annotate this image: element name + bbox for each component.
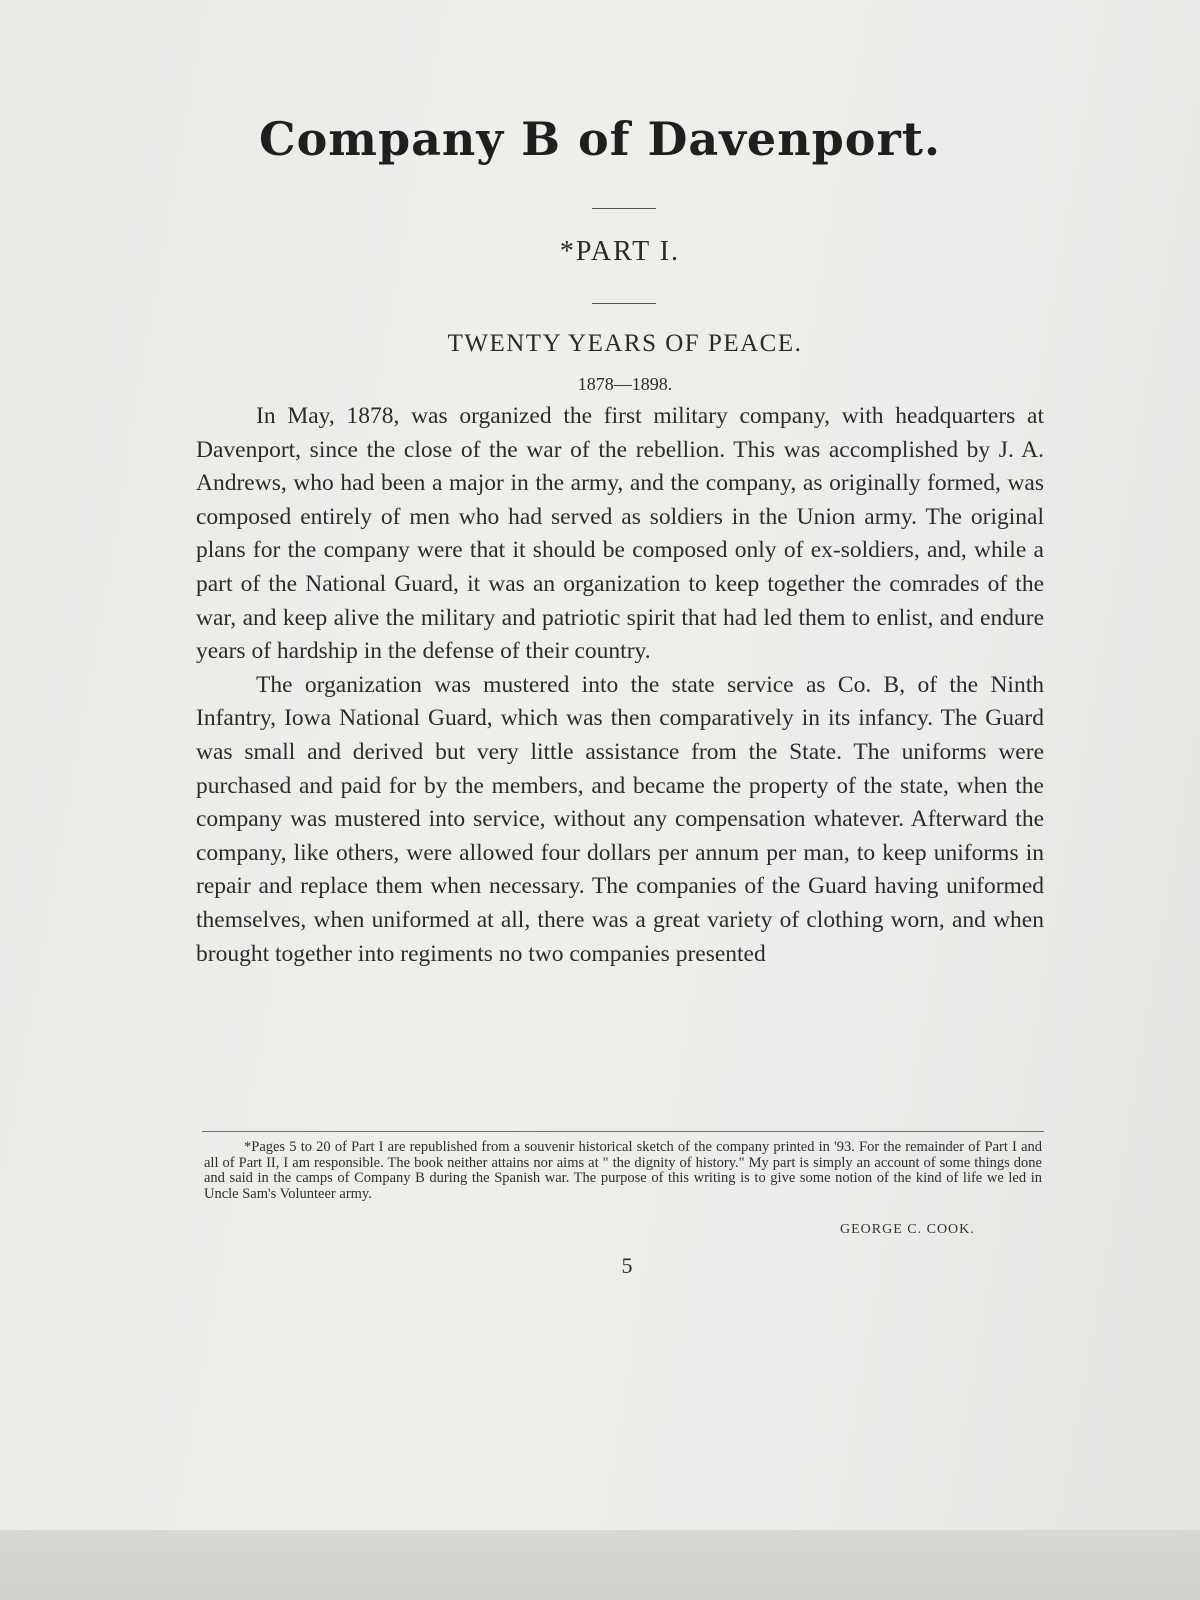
footnote-divider — [202, 1131, 1044, 1132]
section-title: TWENTY YEARS OF PEACE. — [447, 330, 803, 357]
part-heading: *PART I. — [559, 236, 681, 267]
paragraph-2: The organization was mustered into the state service as Co. B, of the Ninth Infantry, Iowa National Guard, which was then comparatively in its infancy. The Guard was small and derived but very little assistance from the State. The uniforms were purchased and paid for by the members, and became the property of the state, when the company was mustered into service, without any compensation whatever. Afterward the company, like others, were allowed four dollars per annum per man, to keep uniforms in repair and replace them when necessary. The companies of the Guard having uniformed themselves, when uniformed at all, there was a great variety of clothing worn, and when brought together into regiments no two companies presented — [196, 671, 1044, 967]
footnote — [204, 1140, 1042, 1202]
section-years: 1878—1898. — [577, 374, 673, 394]
paragraph-1: In May, 1878, was organized the first military company, with headquarters at Davenport, since the close of the war of the rebellion. This was accomplished by J. A. Andrews, who had been a major in the army, and the company, as originally formed, was composed entirely of men who had served as soldiers in the Union army. The original plans for the company were that it should be composed only of ex-soldiers, and, while a part of the National Guard, it was an organization to keep together the comrades of the war, and keep alive the military and patriotic spirit that had led them to enlist, and endure years of hardship in the defense of their country. — [196, 403, 1044, 665]
page-title: Company B of Davenport. — [259, 112, 941, 166]
title-divider — [592, 208, 656, 209]
footnote-text: *Pages 5 to 20 of Part I are republished from a souvenir historical sketch of the company printed in '93. For the remainder of Part I and all of Part II, I am responsible. The book neither attains nor aims at " the dignity of history." My part is simply an account of some things done and said in the camps of Company B during the Spanish war. The purpose of this writing is to give some notion of the kind of life we led in Uncle Sam's Volunteer army. — [204, 1139, 1042, 1202]
page-bottom-edge — [0, 1530, 1200, 1600]
body-text — [196, 400, 1044, 971]
footnote-signature: GEORGE C. COOK. — [840, 1222, 975, 1237]
part-divider — [592, 303, 656, 304]
page-number: 5 — [621, 1253, 633, 1278]
